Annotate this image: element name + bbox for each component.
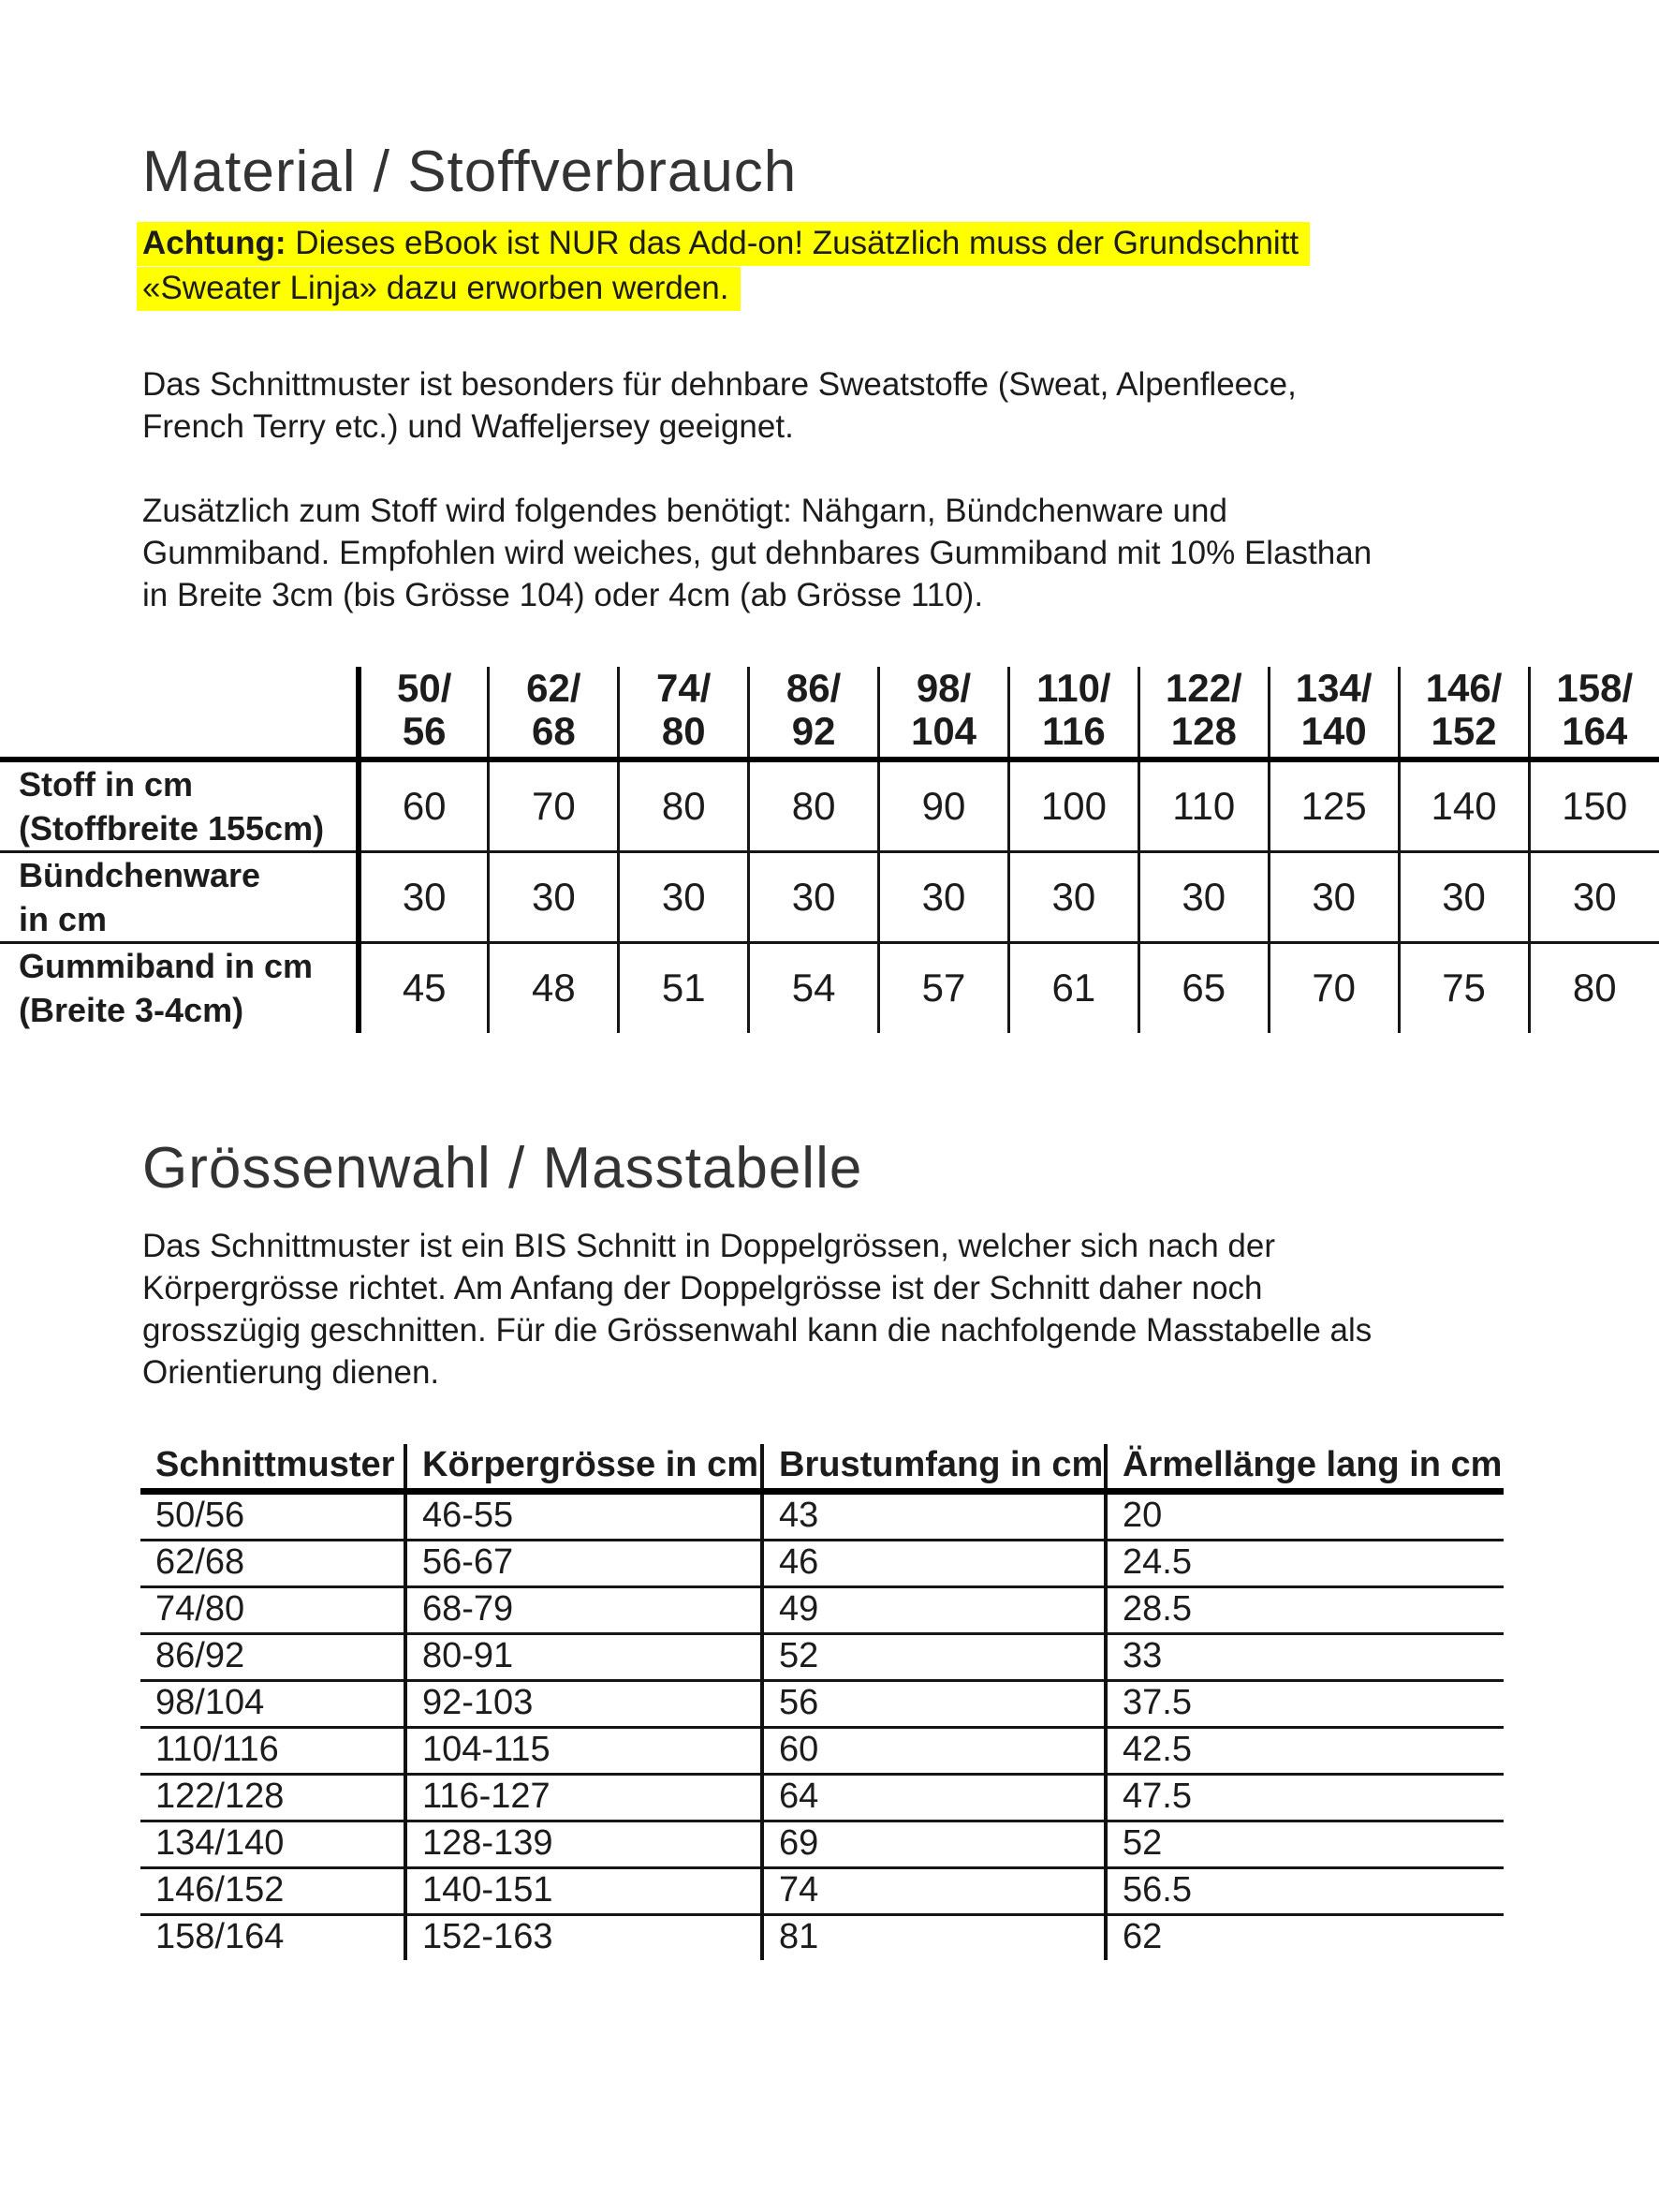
addon-notice-text-2: «Sweater Linja» dazu erworben werden.	[142, 270, 729, 306]
material-value-cell: 80	[619, 759, 749, 852]
material-value-cell: 65	[1138, 943, 1269, 1033]
cell-line: 56	[402, 709, 447, 753]
size-chart-cell: 52	[1106, 1821, 1504, 1868]
cell-line: 92	[791, 709, 836, 753]
size-chart-cell: 50/56	[155, 1496, 245, 1535]
size-chart-cell: 146/152	[140, 1868, 405, 1915]
cell-line: Bündchenware	[19, 856, 261, 894]
size-chart-cell: 62/68	[140, 1541, 405, 1587]
size-chart-cell: 43	[762, 1492, 1106, 1541]
material-table-body	[0, 667, 1659, 1033]
size-chart-cell: 24.5	[1106, 1541, 1504, 1587]
cell-line: 140	[1300, 709, 1367, 753]
material-table-row	[0, 852, 1659, 943]
size-chart-cell: 33	[1106, 1634, 1504, 1681]
size-chart-header-cell: Körpergrösse in cm	[405, 1444, 762, 1492]
material-table-size-row	[0, 667, 1659, 759]
size-chart-cell: 110/116	[140, 1728, 405, 1775]
cell-line: 122/	[1165, 666, 1242, 710]
material-section-title: Material / Stoffverbrauch	[142, 140, 798, 204]
paragraph-line: Gummiband. Empfohlen wird weiches, gut dehnbares Gummiband mit 10% Elasthan	[142, 535, 1373, 571]
material-value-cell: 30	[1269, 852, 1399, 943]
cell-line: 134/	[1295, 666, 1373, 710]
size-chart-row	[140, 1492, 1504, 1541]
size-chart-cell: 42.5	[1106, 1728, 1504, 1775]
cell-line: 98/	[916, 666, 972, 710]
size-header-cell	[749, 667, 879, 759]
cell-line: 128	[1170, 709, 1237, 753]
size-chart-cell: 81	[762, 1915, 1106, 1961]
size-chart-cell: 20	[1106, 1492, 1504, 1541]
material-value-cell: 61	[1008, 943, 1138, 1033]
size-header-cell	[1529, 667, 1659, 759]
paragraph-line: French Terry etc.) und Waffeljersey geeignet.	[142, 408, 794, 445]
material-value-cell: 30	[879, 852, 1009, 943]
addon-notice-label: Achtung:	[142, 225, 286, 261]
paragraph-line: Körpergrösse richtet. Am Anfang der Doppelgrösse ist der Schnitt daher noch	[142, 1270, 1263, 1306]
size-chart-cell: 122/128	[140, 1775, 405, 1821]
size-chart-cell: 69	[762, 1821, 1106, 1868]
material-value-cell: 30	[1138, 852, 1269, 943]
size-chart-cell: 74	[762, 1868, 1106, 1915]
size-chart-row	[140, 1821, 1504, 1868]
material-value-cell: 45	[359, 943, 489, 1033]
cell-line: (Breite 3-4cm)	[19, 991, 244, 1030]
cell-line: 80	[661, 709, 706, 753]
material-value-cell: 30	[1529, 852, 1659, 943]
additional-material-paragraph	[142, 490, 1372, 616]
material-value-cell: 30	[749, 852, 879, 943]
paragraph-line: Das Schnittmuster ist besonders für dehnbare Sweatstoffe (Sweat, Alpenfleece,	[142, 366, 1297, 403]
size-chart-row	[140, 1775, 1504, 1821]
material-value-cell: 30	[1399, 852, 1529, 943]
addon-notice-line-2	[137, 266, 1310, 311]
size-selection-paragraph	[142, 1225, 1372, 1394]
size-chart-cell: 47.5	[1106, 1775, 1504, 1821]
size-header-cell	[879, 667, 1009, 759]
size-chart-cell: 64	[762, 1775, 1106, 1821]
size-chart-body	[140, 1492, 1504, 1961]
material-table-row	[0, 943, 1659, 1033]
material-value-cell: 30	[489, 852, 619, 943]
material-row-label	[0, 852, 359, 943]
cell-line: 152	[1431, 709, 1497, 753]
cell-line: 74/	[656, 666, 712, 710]
material-value-cell: 70	[1269, 943, 1399, 1033]
size-chart-header-cell: Schnittmuster	[140, 1444, 405, 1492]
material-value-cell: 100	[1008, 759, 1138, 852]
fabric-suitability-paragraph	[142, 363, 1297, 448]
size-chart-cell: 92-103	[405, 1681, 762, 1728]
size-chart-cell: 60	[762, 1728, 1106, 1775]
size-chart-cell: 104-115	[405, 1728, 762, 1775]
size-chart-header	[140, 1444, 1504, 1492]
size-header-cell	[1138, 667, 1269, 759]
cell-line: 104	[910, 709, 977, 753]
material-value-cell: 110	[1138, 759, 1269, 852]
size-header-cell	[359, 667, 489, 759]
size-header-cell	[619, 667, 749, 759]
material-value-cell: 30	[619, 852, 749, 943]
material-value-cell: 140	[1399, 759, 1529, 852]
size-chart-table	[140, 1444, 1504, 1960]
material-value-cell: 75	[1399, 943, 1529, 1033]
size-chart-row	[140, 1541, 1504, 1587]
size-chart-header-cell: Ärmellänge lang in cm	[1106, 1444, 1504, 1492]
cell-line: (Stoffbreite 155cm)	[19, 809, 325, 848]
size-chart-cell: 46	[762, 1541, 1106, 1587]
material-row-label	[0, 759, 359, 852]
size-chart-cell: 74/80	[140, 1587, 405, 1634]
size-chart-row	[140, 1634, 1504, 1681]
size-chart-cell: 56-67	[405, 1541, 762, 1587]
size-chart-cell: 140-151	[405, 1868, 762, 1915]
addon-notice-text-1: Dieses eBook ist NUR das Add-on! Zusätzlich muss der Grundschnitt	[286, 225, 1299, 261]
size-header-cell	[489, 667, 619, 759]
size-header-cell	[1399, 667, 1529, 759]
material-table	[0, 667, 1659, 1033]
size-chart-cell: 62	[1106, 1915, 1504, 1961]
cell-line: 146/	[1425, 666, 1503, 710]
material-value-cell: 80	[749, 759, 879, 852]
cell-line: 50/	[397, 666, 452, 710]
size-chart-cell: 46-55	[405, 1492, 762, 1541]
paragraph-line: grosszügig geschnitten. Für die Grössenwahl kann die nachfolgende Masstabelle als	[142, 1312, 1373, 1349]
size-chart-cell: 98/104	[140, 1681, 405, 1728]
size-chart-cell: 28.5	[1106, 1587, 1504, 1634]
material-value-cell: 48	[489, 943, 619, 1033]
addon-notice-line-1	[137, 221, 1310, 266]
material-table-row	[0, 759, 1659, 852]
size-chart-row	[140, 1915, 1504, 1961]
material-value-cell: 150	[1529, 759, 1659, 852]
cell-line: 62/	[526, 666, 581, 710]
material-value-cell: 60	[402, 784, 447, 828]
size-chart-cell: 56.5	[1106, 1868, 1504, 1915]
paragraph-line: Zusätzlich zum Stoff wird folgendes benötigt: Nähgarn, Bündchenware und	[142, 493, 1227, 529]
material-value-cell: 90	[879, 759, 1009, 852]
size-chart-cell: 52	[762, 1634, 1106, 1681]
size-chart-cell: 116-127	[405, 1775, 762, 1821]
cell-line: 158/	[1556, 666, 1634, 710]
size-chart-row	[140, 1728, 1504, 1775]
size-chart-row	[140, 1868, 1504, 1915]
material-value-cell: 70	[489, 759, 619, 852]
material-value-cell: 30	[359, 852, 489, 943]
material-value-cell: 51	[619, 943, 749, 1033]
size-chart-cell: 37.5	[1106, 1681, 1504, 1728]
material-value-cell: 57	[879, 943, 1009, 1033]
paragraph-line: in Breite 3cm (bis Grösse 104) oder 4cm (ab Grösse 110).	[142, 577, 984, 613]
paragraph-line: Das Schnittmuster ist ein BIS Schnitt in Doppelgrössen, welcher sich nach der	[142, 1228, 1276, 1264]
material-value-cell: 125	[1269, 759, 1399, 852]
size-chart-cell: 134/140	[140, 1821, 405, 1868]
size-chart-cell: 68-79	[405, 1587, 762, 1634]
size-chart-row	[140, 1587, 1504, 1634]
size-chart-row	[140, 1681, 1504, 1728]
size-chart-cell: 152-163	[405, 1915, 762, 1961]
cell-line: 86/	[785, 666, 842, 710]
size-chart-cell: 128-139	[405, 1821, 762, 1868]
cell-line: 68	[531, 709, 576, 753]
size-chart-cell: 49	[762, 1587, 1106, 1634]
material-row-label	[0, 943, 359, 1033]
addon-notice	[137, 221, 1310, 311]
material-value-cell: 54	[749, 943, 879, 1033]
size-chart-cell: 56	[762, 1681, 1106, 1728]
cell-line: 116	[1042, 709, 1106, 753]
size-chart-header-row	[140, 1444, 1504, 1492]
cell-line: Stoff in cm	[19, 765, 193, 804]
size-header-cell	[1269, 667, 1399, 759]
cell-line: in cm	[19, 900, 108, 938]
size-chart-header-cell: Brustumfang in cm	[762, 1444, 1106, 1492]
material-value-cell: 80	[1529, 943, 1659, 1033]
size-chart-cell: 86/92	[140, 1634, 405, 1681]
paragraph-line: Orientierung dienen.	[142, 1354, 440, 1391]
material-value-cell: 30	[1008, 852, 1138, 943]
size-chart-cell: 158/164	[140, 1915, 405, 1961]
size-header-cell	[1008, 667, 1138, 759]
size-chart-cell: 80-91	[405, 1634, 762, 1681]
material-table-corner-cell	[0, 667, 359, 759]
cell-line: 164	[1562, 709, 1628, 753]
sizing-section-title: Grössenwahl / Masstabelle	[142, 1136, 863, 1201]
cell-line: 110/	[1036, 666, 1111, 710]
cell-line: Gummiband in cm	[19, 947, 314, 986]
